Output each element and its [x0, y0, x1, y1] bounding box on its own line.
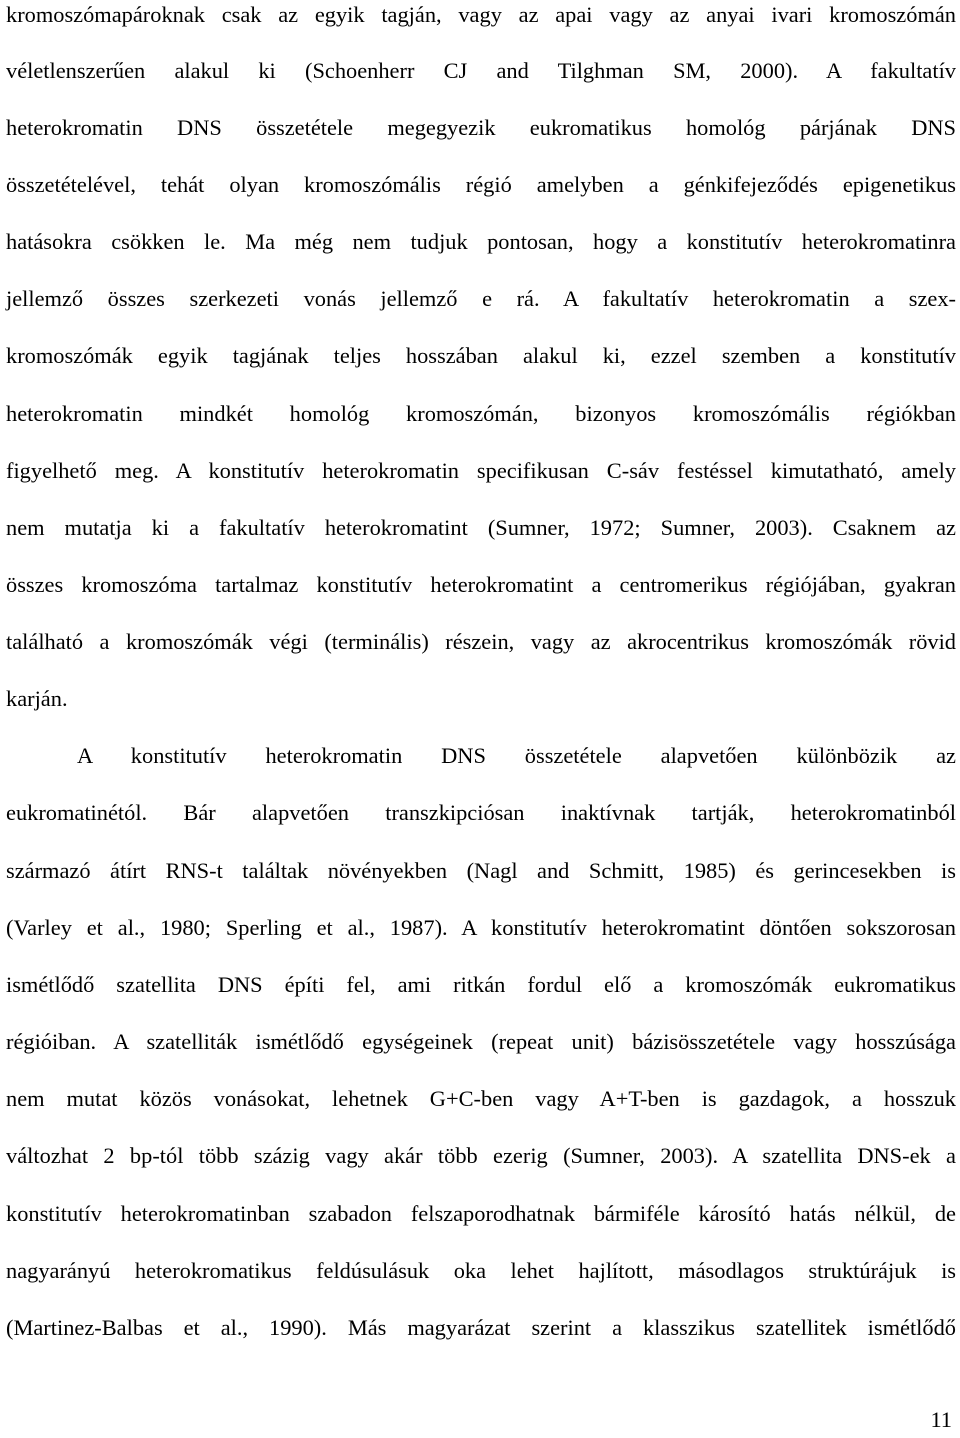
text-line: heterokromatin mindkét homológ kromoszómán, bizonyos kromoszómális régiókban — [6, 401, 956, 426]
text-line: összes kromoszóma tartalmaz konstitutív heterokromatint a centromerikus régiójában, gyakran — [6, 572, 956, 597]
text-line: nem mutatja ki a fakultatív heterokromatint (Sumner, 1972; Sumner, 2003). Csaknem az — [6, 515, 956, 540]
text-line: ismétlődő szatellita DNS építi fel, ami ritkán fordul elő a kromoszómák eukromatikus — [6, 972, 956, 997]
text-line: nem mutat közös vonásokat, lehetnek G+C-ben vagy A+T-ben is gazdagok, a hosszuk — [6, 1086, 956, 1111]
text-line: összetételével, tehát olyan kromoszómális régió amelyben a génkifejeződés epigenetikus — [6, 172, 956, 197]
text-line: A konstitutív heterokromatin DNS összetétele alapvetően különbözik az — [77, 743, 956, 768]
text-line: karján. — [6, 686, 68, 711]
text-line: konstitutív heterokromatinban szabadon felszaporodhatnak bármiféle károsító hatás nélkül, de — [6, 1201, 956, 1226]
text-line: (Varley et al., 1980; Sperling et al., 1987). A konstitutív heterokromatint döntően sokszorosan — [6, 915, 956, 940]
text-line: heterokromatin DNS összetétele megegyezik eukromatikus homológ párjának DNS — [6, 115, 956, 140]
text-line: figyelhető meg. A konstitutív heterokromatin specifikusan C-sáv festéssel kimutatható, amely — [6, 458, 956, 483]
text-line: hatásokra csökken le. Ma még nem tudjuk pontosan, hogy a konstitutív heterokromatinra — [6, 229, 956, 254]
text-line: kromoszómák egyik tagjának teljes hosszában alakul ki, ezzel szemben a konstitutív — [6, 343, 956, 368]
text-line: (Martinez-Balbas et al., 1990). Más magyarázat szerint a klasszikus szatellitek ismétlődő — [6, 1315, 956, 1340]
text-line: eukromatinétól. Bár alapvetően transzkipciósan inaktívnak tartják, heterokromatinból — [6, 800, 956, 825]
page-number: 11 — [930, 1407, 952, 1432]
text-line: nagyarányú heterokromatikus feldúsulásuk oka lehet hajlított, másodlagos struktúrájuk is — [6, 1258, 956, 1283]
text-line: származó átírt RNS-t találtak növényekben (Nagl and Schmitt, 1985) és gerincesekben is — [6, 858, 956, 883]
text-line: található a kromoszómák végi (terminális) részein, vagy az akrocentrikus kromoszómák rövid — [6, 629, 956, 654]
text-line: régióiban. A szatelliták ismétlődő egységeinek (repeat unit) bázisösszetétele vagy hosszúsága — [6, 1029, 956, 1054]
text-line: jellemző összes szerkezeti vonás jellemző e rá. A fakultatív heterokromatin a szex- — [6, 286, 956, 311]
text-line: véletlenszerűen alakul ki (Schoenherr CJ and Tilghman SM, 2000). A fakultatív — [6, 58, 956, 83]
text-line: változhat 2 bp-tól több százig vagy akár több ezerig (Sumner, 2003). A szatellita DNS-ek a — [6, 1143, 956, 1168]
text-line: kromoszómapároknak csak az egyik tagján, vagy az apai vagy az anyai ivari kromoszómán — [6, 2, 956, 27]
